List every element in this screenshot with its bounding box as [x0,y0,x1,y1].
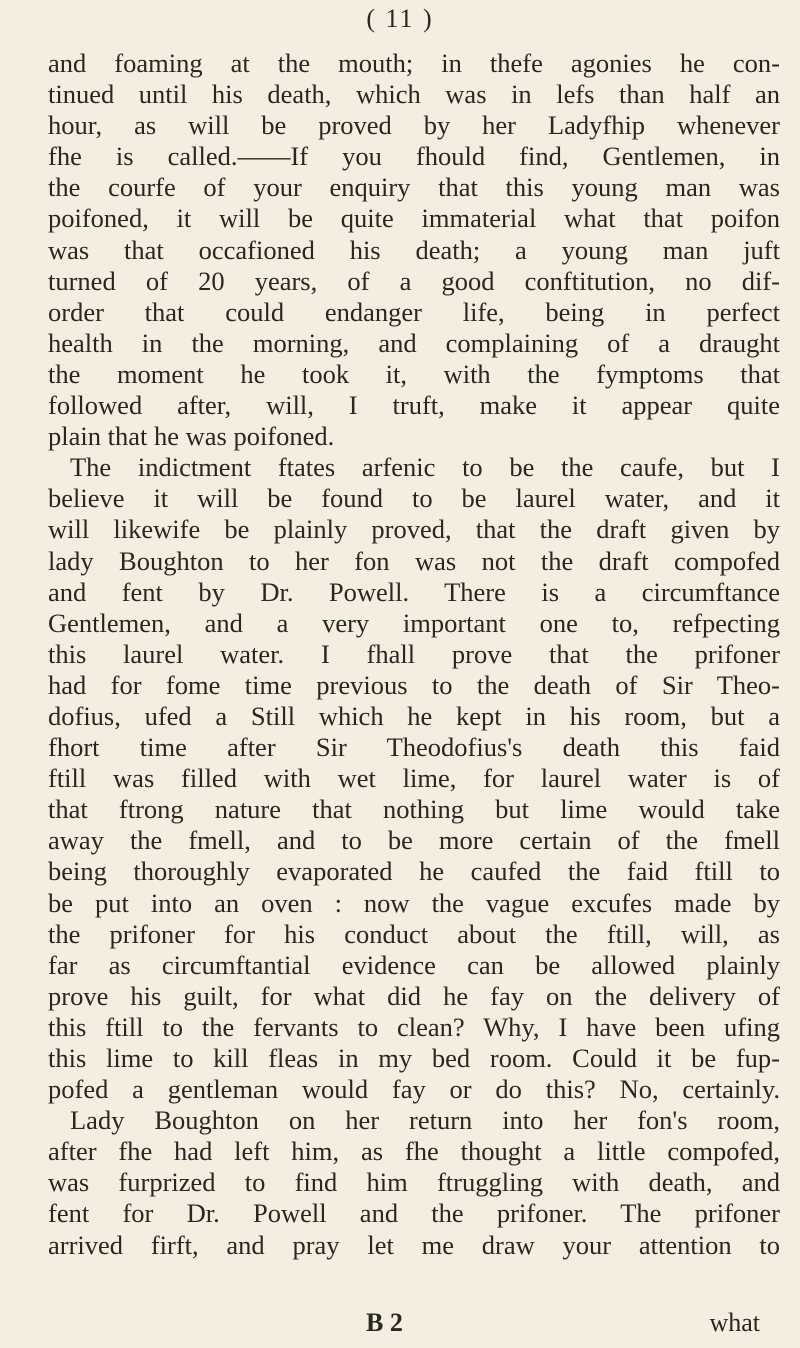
text-line: away the fmell, and to be more certain of the fmell [48,825,780,856]
text-line: order that could endanger life, being in perfect [48,296,780,327]
text-line: prove his guilt, for what did he fay on the delivery of [48,980,780,1011]
text-line: and fent by Dr. Powell. There is a circumftance [48,576,780,607]
text-line: plain that he was poifoned. [48,421,335,452]
text-line: hour, as will be proved by her Ladyfhip whenever [48,110,780,141]
text-line: be put into an oven : now the vague excufes made by [48,887,780,918]
text-line: ftill was filled with wet lime, for laurel water is of [48,763,780,794]
text-line: was that occafioned his death; a young man juft [48,234,780,265]
text-line: followed after, will, I truft, make it appear quite [48,390,780,421]
text-line: far as circumftantial evidence can be allowed plainly [48,949,780,980]
text-line: the prifoner for his conduct about the ftill, will, as [48,918,780,949]
text-line: had for fome time previous to the death of Sir Theo- [48,669,780,700]
body-text [48,48,780,1261]
text-line: dofius, ufed a Still which he kept in his room, but a [48,700,780,731]
text-line: and foaming at the mouth; in thefe agonies he con- [48,48,780,78]
text-line: Gentlemen, and a very important one to, refpecting [48,607,780,638]
text-line: this lime to kill fleas in my bed room. Could it be fup- [48,1043,780,1073]
text-line: being thoroughly evaporated he caufed the faid ftill to [48,856,780,887]
text-line: will likewife be plainly proved, that the draft given by [48,514,780,545]
text-line: this laurel water. I fhall prove that the prifoner [48,638,780,669]
text-line: fent for Dr. Powell and the prifoner. The prifoner [48,1198,780,1229]
page-number-header: ( 11 ) [366,4,434,33]
text-line: after fhe had left him, as fhe thought a little compofed, [48,1136,780,1167]
signature-mark: B 2 [366,1308,403,1337]
text-line: was furprized to find him ftruggling with death, and [48,1167,780,1198]
text-line: turned of 20 years, of a good conftitution, no dif- [48,265,780,296]
text-line: poifoned, it will be quite immaterial what that poifon [48,203,780,234]
text-line: arrived firft, and pray let me draw your attention to [48,1229,780,1260]
text-line: that ftrong nature that nothing but lime would take [48,794,780,825]
text-line: this ftill to the fervants to clean? Why, I have been ufing [48,1011,780,1042]
text-line: tinued until his death, which was in lefs than half an [48,79,780,110]
text-line: the courfe of your enquiry that this young man was [48,172,780,203]
text-line: fhort time after Sir Theodofius's death this faid [48,732,780,763]
text-line: pofed a gentleman would fay or do this? No, certainly. [48,1074,780,1105]
text-line: fhe is called.——If you fhould find, Gentlemen, in [48,141,780,172]
text-line: Lady Boughton on her return into her fon's room, [70,1105,780,1136]
text-line: the moment he took it, with the fymptoms that [48,358,780,389]
text-line: The indictment ftates arfenic to be the caufe, but I [70,452,780,483]
text-line: believe it will be found to be laurel water, and it [48,483,780,514]
page-footer [48,1308,780,1342]
text-line: lady Boughton to her fon was not the draft compofed [48,545,780,576]
catchword: what [709,1308,760,1337]
text-line: health in the morning, and complaining of a draught [48,327,780,358]
